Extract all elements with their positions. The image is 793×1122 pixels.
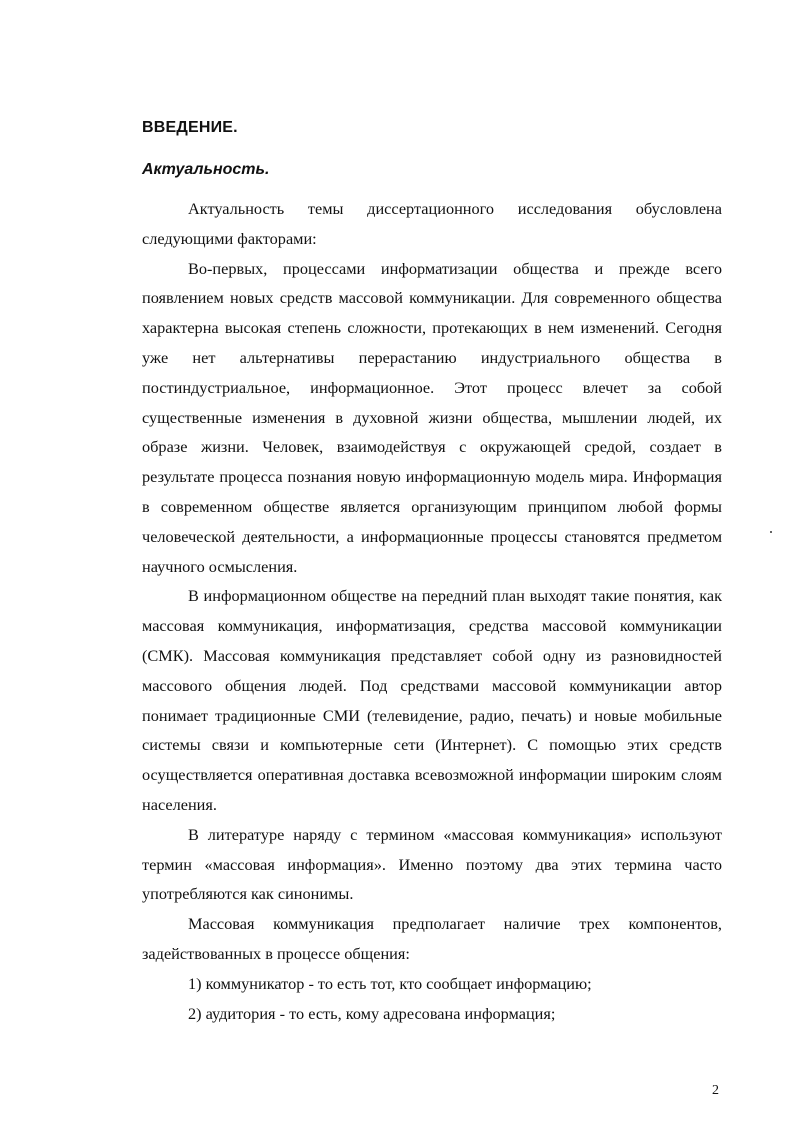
list-item-communicator: 1) коммуникатор - то есть тот, кто сообщает информацию;: [188, 973, 592, 993]
list-item-audience: 2) аудитория - то есть, кому адресована информация;: [188, 1003, 556, 1023]
paragraph-components: Массовая коммуникация предполагает наличие трех компонентов, задействованных в процессе общения:: [142, 914, 722, 963]
paragraph-intro: Актуальность темы диссертационного исследования обусловлена следующими факторами:: [142, 199, 722, 248]
page-title: ВВЕДЕНИЕ.: [142, 119, 238, 136]
page-number: 2: [712, 1083, 719, 1098]
body-text: [142, 194, 722, 1028]
paragraph-first-factor: Во-первых, процессами информатизации общества и прежде всего появлением новых средств массовой коммуникации. Для современного общества характерна высокая степень сложности, протекающих в нем изменений. Сегодня уже нет альтернативы перерастанию индустриального общества в постиндустриальное, информационное. Этот процесс влечет за собой существенные изменения в духовной жизни общества, мышлении людей, их образе жизни. Человек, взаимодействуя с окружающей средой, создает в результате процесса познания новую информационную модель мира. Информация в современном обществе является организующим принципом любой формы человеческой деятельности, а информационные процессы становятся предметом научного осмысления.: [142, 258, 722, 576]
section-subtitle: Актуальность.: [142, 161, 270, 178]
paragraph-information-society: В информационном обществе на передний план выходят такие понятия, как массовая коммуникация, информатизация, средства массовой коммуникации (СМК). Массовая коммуникация представляет собой одну из разновидностей массового общения людей. Под средствами массовой коммуникации автор понимает традиционные СМИ (телевидение, радио, печать) и новые мобильные системы связи и компьютерные сети (Интернет). С помощью этих средств осуществляется оперативная доставка всевозможной информации широким слоям населения.: [142, 586, 722, 814]
paragraph-terminology: В литературе наряду с термином «массовая коммуникация» используют термин «массовая информация». Именно поэтому два этих термина часто употребляются как синонимы.: [142, 824, 722, 904]
scan-artifact: [770, 531, 772, 533]
